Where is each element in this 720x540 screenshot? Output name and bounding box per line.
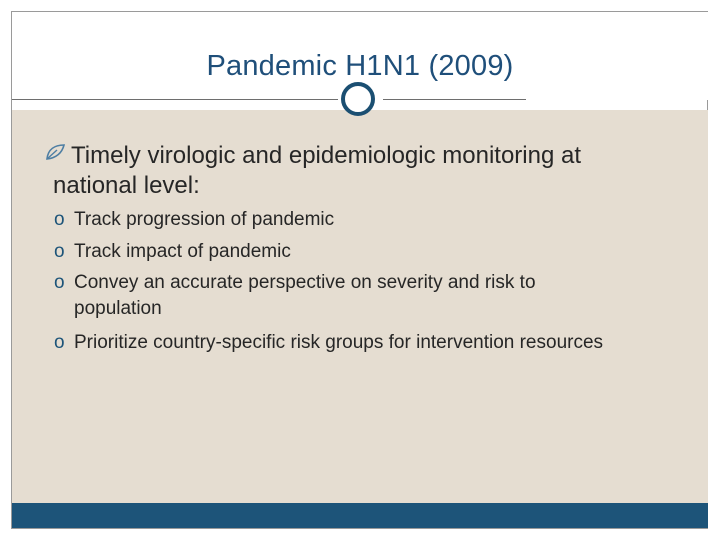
footer-accent-bar (12, 503, 708, 528)
sub-bullet-text: Prioritize country-specific risk groups for intervention resources (74, 332, 604, 353)
title-circle-ornament (341, 82, 375, 116)
sub-bullet-marker: o (54, 209, 65, 230)
sub-bullet-text: Track impact of pandemic (74, 241, 291, 262)
sub-bullet-text-continuation: population (74, 298, 162, 319)
leaf-arrow-bullet-icon (43, 141, 71, 172)
sub-bullet-marker: o (54, 332, 65, 353)
sub-bullet-text: Track progression of pandemic (74, 209, 335, 230)
sub-bullet-text: Convey an accurate perspective on severity and risk to (74, 272, 536, 293)
title-divider-left (12, 99, 338, 100)
title-divider-right (383, 99, 526, 100)
slide-title: Pandemic H1N1 (2009) (206, 50, 514, 82)
sub-bullet-marker: o (54, 241, 65, 262)
sub-bullet-3 (54, 270, 536, 322)
sub-bullet-4 (54, 330, 603, 356)
sub-bullet-marker: o (54, 272, 65, 293)
main-bullet-line-2: national level: (53, 172, 200, 199)
sub-bullet-1 (54, 207, 334, 233)
sub-bullet-2 (54, 239, 291, 265)
main-bullet-line-1: Timely virologic and epidemiologic monitoring at (71, 142, 582, 169)
